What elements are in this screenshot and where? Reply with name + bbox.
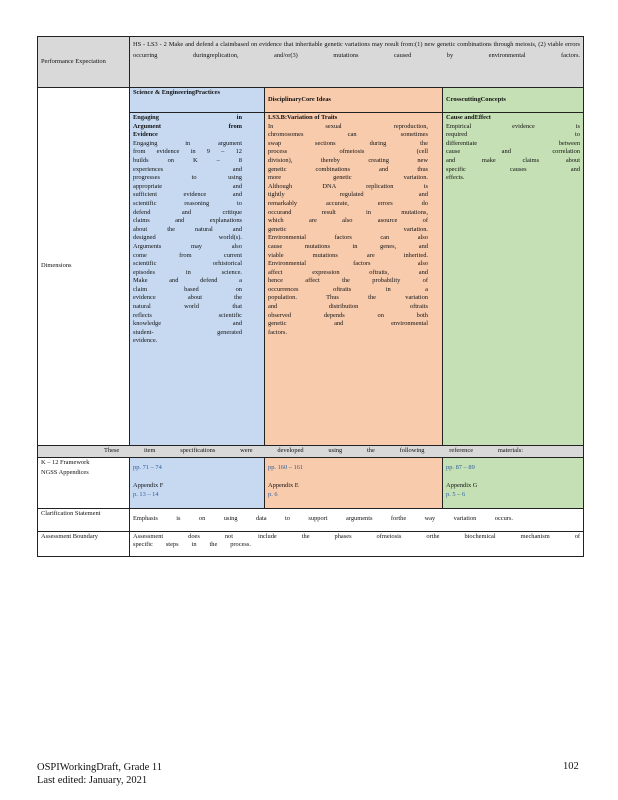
dci-body-line: Environmental factors can also (268, 234, 428, 242)
sep-body-line: Arguments may also (133, 242, 242, 250)
sep-content (130, 113, 265, 446)
clarification-label: Clarification Statement (38, 508, 130, 531)
sep-body-line: Engaging in argument (133, 139, 242, 147)
sep-title-line: Evidence (133, 131, 158, 139)
dci-body-line: division), thereby creating new (268, 156, 428, 164)
ccc-body-line: cause and correlation (446, 148, 581, 156)
dci-body-line: remarkably accurate, errors do (268, 199, 428, 207)
boundary-line-1: Assessment does not include the phases ofmeiosis orthe biochemical mechanism of (133, 532, 581, 540)
sep-body-line: student- generated (133, 328, 242, 336)
dci-appendix-pages[interactable]: p. 6 (268, 490, 278, 498)
sep-appendix-pages[interactable]: p. 13 – 14 (133, 490, 159, 498)
sep-body-line: natural world that (133, 303, 242, 311)
sep-body-line: scientific orhistorical (133, 260, 242, 268)
boundary-label: Assessment Boundary (38, 531, 130, 556)
dci-body-line: chromosomes can sometimes (268, 131, 428, 139)
reference-row (38, 446, 584, 458)
dci-body-line: factors. (268, 328, 287, 336)
dci-body-line: population. Thus the variation (268, 294, 428, 302)
sep-body-line: claims and explanations (133, 217, 242, 225)
sep-body-line: claim based on (133, 285, 242, 293)
dci-body-line: genetic and environmental (268, 320, 428, 328)
sep-header: Science & EngineeringPractices (130, 88, 265, 113)
dci-references (265, 457, 443, 508)
page-number: 102 (563, 761, 579, 772)
reference-text: These item specifications were developed using the following reference materials: (38, 446, 584, 458)
ccc-body-line: required to (446, 131, 581, 139)
ccc-framework-pages[interactable]: pp. 87 – 89 (446, 463, 475, 471)
performance-text: HS - LS3 - 2 Make and defend a claimbased on evidence that inheritable genetic variations may result from:(1) new genetic combinations through meiosis, (2) viable errors occurring duringreplication, and/or(3) mutations caused by environmental factors. (130, 37, 584, 88)
sep-body-line: episodes in science. (133, 268, 242, 276)
sep-body-line: sufficient evidence and (133, 191, 242, 199)
sep-body-line: reflects scientific (133, 311, 242, 319)
sep-body-line: defend and critique (133, 208, 242, 216)
dci-title: LS3.B:Variation of Traits (268, 114, 338, 121)
dci-body-line: occurand result in mutations, (268, 208, 428, 216)
dci-body (268, 123, 428, 338)
sep-body-line: appropriate and (133, 182, 242, 190)
sep-appendix: Appendix F (133, 482, 164, 490)
ngss-label: NGSS Appendices (41, 469, 89, 477)
sep-body (133, 140, 242, 346)
sep-title-line: Argument from (133, 122, 242, 130)
dci-appendix: Appendix E (268, 482, 299, 490)
ccc-references (443, 457, 584, 508)
dci-body-line: hence affect the probability of (268, 277, 428, 285)
boundary-row (38, 531, 584, 556)
ccc-appendix-pages[interactable]: p. 5 – 6 (446, 490, 466, 498)
sep-references (130, 457, 265, 508)
sep-framework-pages[interactable]: pp. 71 – 74 (133, 463, 162, 471)
specification-document (37, 36, 583, 557)
dci-body-line: tightly regulated and (268, 191, 428, 199)
sep-body-line: progresses to using (133, 174, 242, 182)
page-footer (37, 761, 162, 787)
ccc-content (443, 113, 584, 446)
dci-body-line: swap sections during the (268, 139, 428, 147)
dci-body-line: which are also asource of (268, 217, 428, 225)
sep-body-line: experiences and (133, 165, 242, 173)
sep-body-line: evidence. (133, 337, 158, 345)
dci-body-line: affect expression oftraits, and (268, 268, 428, 276)
sep-title (133, 114, 242, 140)
dci-framework-pages[interactable]: pp. 160 – 161 (268, 463, 304, 471)
ccc-body-line: and make claims about (446, 156, 581, 164)
ccc-body-line: differentiate between (446, 139, 581, 147)
performance-label: Performance Expectation (38, 37, 130, 88)
boundary-text (130, 531, 584, 556)
dci-content (265, 113, 443, 446)
sep-body-line: from evidence in 9 – 12 (133, 148, 242, 156)
ccc-title: Cause andEffect (446, 114, 491, 121)
framework-label: K – 12 Framework (41, 458, 90, 466)
sep-body-line: Make and defend a (133, 277, 242, 285)
ccc-header: CrosscuttingConcepts (443, 88, 584, 113)
dci-body-line: cause mutations in genes, and (268, 242, 428, 250)
performance-row (38, 37, 584, 88)
dimensions-label: Dimensions (38, 88, 130, 446)
references-labels (38, 457, 130, 508)
dci-body-line: Environmental factors also (268, 260, 428, 268)
clarification-row (38, 508, 584, 531)
sep-body-line: builds on K – 8 (133, 156, 242, 164)
sep-body-line: come from current (133, 251, 242, 259)
dimensions-row (38, 88, 584, 113)
sep-body-line: designed world(s). (133, 234, 242, 242)
sep-title-line: Engaging in (133, 114, 242, 121)
footer-edited-date: Last edited: January, 2021 (37, 775, 148, 786)
dci-body-line: observed depends on both (268, 311, 428, 319)
sep-body-line: about the natural and (133, 225, 242, 233)
ccc-body-line: specific causes and (446, 165, 581, 173)
references-row (38, 457, 584, 508)
sep-body-line: knowledge and (133, 320, 242, 328)
footer-draft-label: OSPIWorkingDraft, Grade 11 (37, 762, 163, 773)
specification-table (37, 36, 584, 557)
dci-body-line: viable mutations are inherited. (268, 251, 428, 259)
dci-header: DisciplinaryCore Ideas (265, 88, 443, 113)
sep-body-line: evidence about the (133, 294, 242, 302)
clarification-text: Emphasis is on using data to support arguments forthe way variation occurs. (130, 508, 584, 531)
boundary-line-2: specific steps in the process. (133, 541, 251, 549)
dci-body-line: genetic combinations and thus (268, 165, 428, 173)
dci-body-line: occurrences oftraits in a (268, 285, 428, 293)
sep-body-line: scientific reasoning to (133, 199, 242, 207)
ccc-appendix: Appendix G (446, 482, 478, 490)
ccc-body-line: effects. (446, 174, 465, 182)
dci-body-line: genetic variation. (268, 225, 428, 233)
ccc-body-line: Empirical evidence is (446, 122, 581, 130)
dci-body-line: Although DNA replication is (268, 182, 428, 190)
dci-body-line: and distribution oftraits (268, 303, 428, 311)
ccc-body (446, 123, 580, 183)
dci-body-line: In sexual reproduction, (268, 122, 428, 130)
dci-body-line: more genetic variation. (268, 174, 428, 182)
dci-body-line: process ofmeiosis (cell (268, 148, 428, 156)
